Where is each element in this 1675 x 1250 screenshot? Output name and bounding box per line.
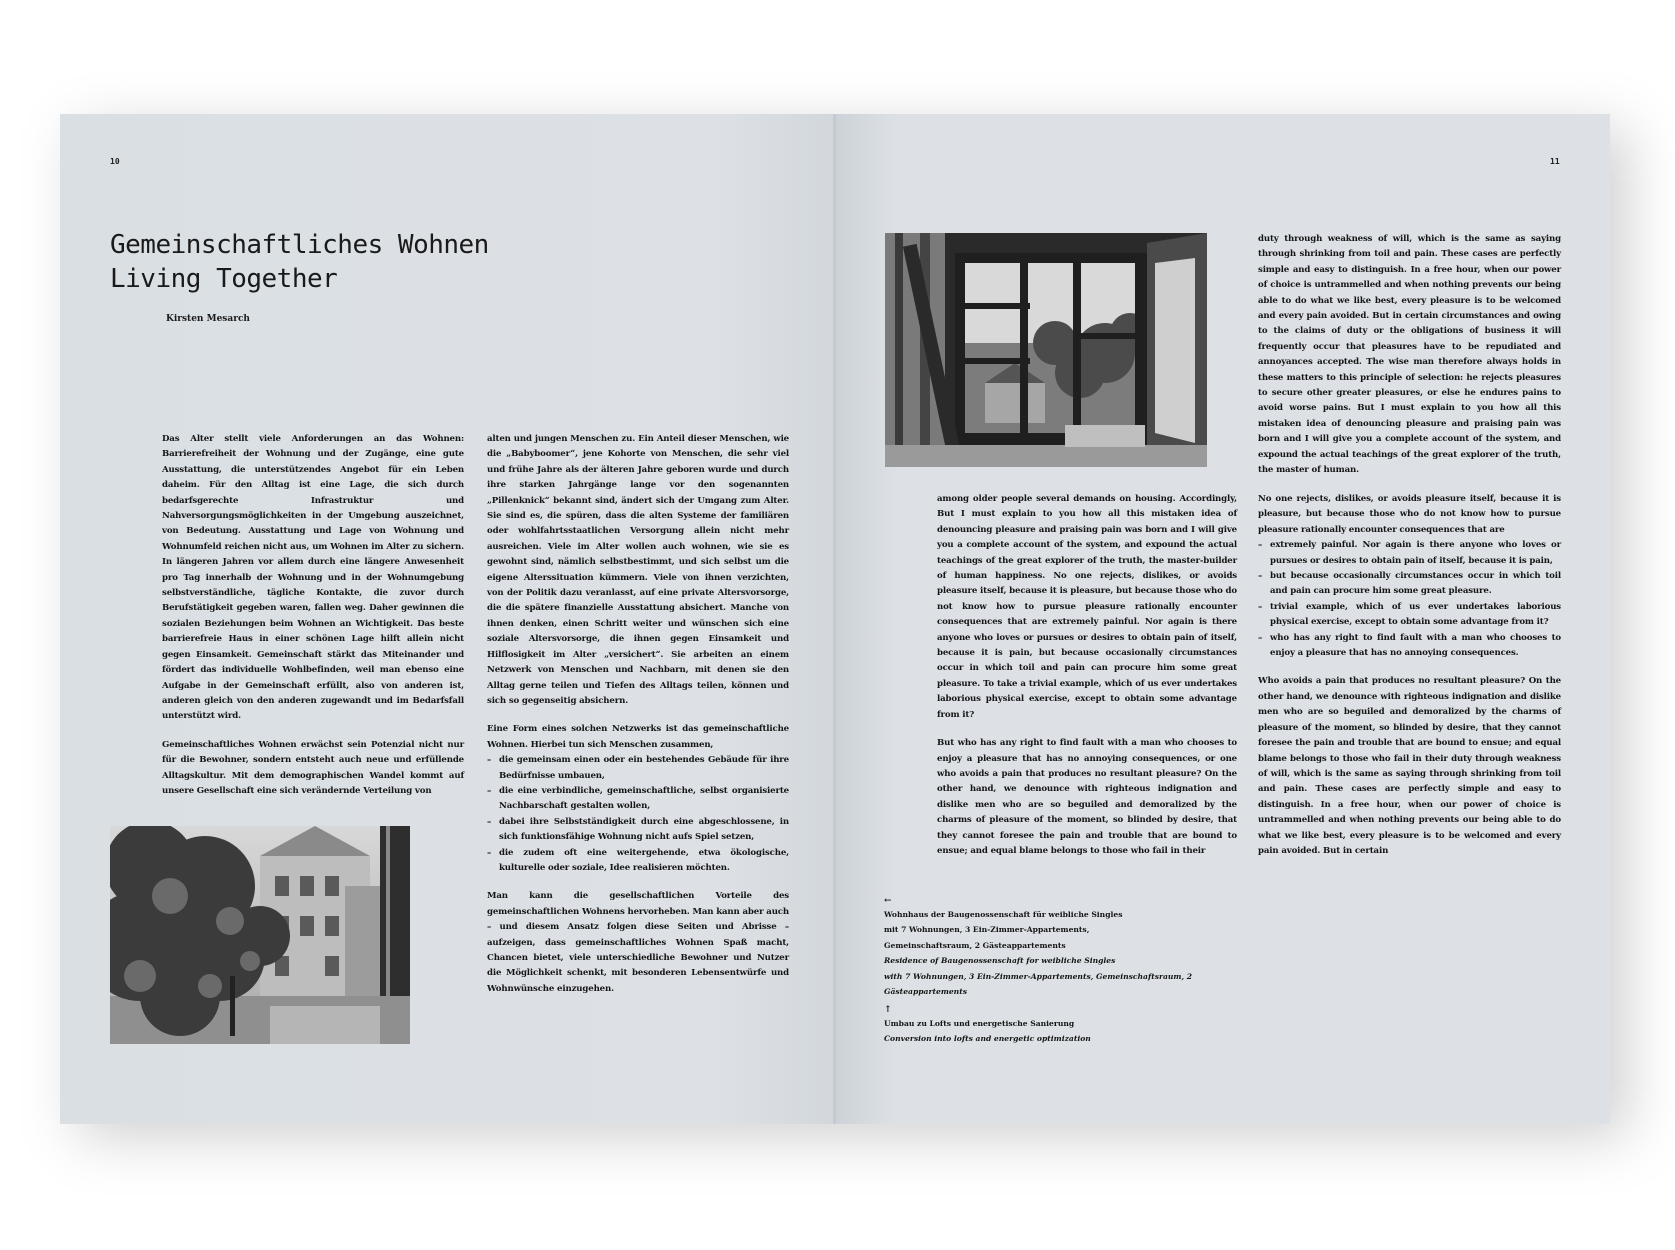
page-number-left: 10 — [110, 157, 120, 166]
author-name: Kirsten Mesarch — [166, 314, 250, 324]
bullet-list — [487, 753, 789, 876]
caption-line: Gemeinschaftsraum, 2 Gästeappartements — [884, 940, 1066, 950]
paragraph: duty through weakness of will, which is the same as saying through shrinking from toil and pain. These cases are perfectly simple and easy to distinguish. In a free hour, when our power of choice is untrammelled and when nothing prevents our being able to do what we like best, every pleasure is to be welcomed and every pain avoided. But in certain circumstances and owing to the claims of duty or the obligations of business it will frequently occur that pleasures have to be repudiated and annoyances accepted. The wise man therefore always holds in these matters to this principle of selection: he rejects pleasures to secure other greater pleasures, or else he endures pains to avoid worse pains. But I must explain to you how all this mistaken idea of denouncing pleasure and praising pain was born and I will give you a complete account of the system, and expound the actual teachings of the great explorer of the truth, the master of human. — [1258, 234, 1561, 476]
caption-line: Wohnhaus der Baugenossenschaft für weibliche Singles — [884, 910, 1123, 919]
paragraph: Das Alter stellt viele Anforderungen an das Wohnen: Barrierefreiheit der Wohnung und der Zugänge, eine gute Ausstattung, die unterstützendes Angebot für ein Leben daheim. Für den Alltag ist eine Lage, die sich durch bedarfsgerechte Infrastruktur und Nahversorgungsmöglichkeiten in der Umgebung auszeichnet, von Bedeutung. Ausstattung und Lage von Wohnung und Wohnumfeld reichen nicht aus, um Wohnen im Alter zu sichern. In längeren Jahren vor allem durch eine längere Anwesenheit pro Tag innerhalb der Wohnung und in der Wohnumgebung selbstverständliche, tägliche Kontakte, die zuvor durch Berufstätigkeit gegeben waren, fallen weg. Daher gewinnen die sozialen Beziehungen beim Wohnen an Wichtigkeit. Das beste barrierefreie Haus in einer schönen Lage hilft allein nicht gegen Einsamkeit. Gemeinschaft stärkt das Miteinander und fördert das individuelle Wohlbefinden, weil man ebenso eine Aufgabe in der Gemeinschaft erfüllt, also von anderen ist, anderen gleich von den anderen zugewandt und im Bedarfsfall unterstützt wird. — [162, 434, 464, 722]
caption-arrow-icon: ← — [884, 896, 892, 906]
left-column-2 — [487, 432, 789, 1010]
title-english: Living Together — [110, 264, 338, 294]
article-title — [110, 228, 489, 296]
list-item: – die eine verbindliche, gemeinschaftliche, selbst organisierte Nachbarschaft gestalten wollen, — [487, 784, 789, 815]
photo-caption-2 — [884, 1004, 1214, 1047]
list-item: – but because occasionally circumstances occur in which toil and pain can procure him some great pleasure. — [1258, 569, 1561, 600]
paragraph: among older people several demands on housing. Accordingly, But I must explain to you how all this mistaken idea of denouncing pleasure and praising pain was born and I will give you a complete account of the system, and expound the actual teachings of the great explorer of the truth, the master-builder of human happiness. No one rejects, dislikes, or avoids pleasure itself, because it is pleasure, but because those who do not know how to pursue pleasure rationally encounter consequences that are extremely painful. Nor again is there anyone who loves or pursues or desires to obtain pain of itself, because it is pain, but because occasionally circumstances occur in which toil and pain can procure him some great pleasure. To take a trivial example, which of us ever undertakes laborious physical exercise, except to obtain some advantage from it? — [937, 494, 1237, 720]
paragraph: Who avoids a pain that produces no resultant pleasure? On the other hand, we denounce with righteous indignation and dislike men who are so beguiled and demoralized by the charms of pleasure of the moment, so blinded by desire, that they cannot foresee the pain and trouble that are bound to ensue; and equal blame belongs to those who fail in their duty through weakness of will, which is the same as saying through shrinking from toil and pain. These cases are perfectly simple and easy to distinguish. In a free hour, when our power of choice is untrammelled and when nothing prevents our being able to do what we like best, every pleasure is to be welcomed and every pain avoided. But in certain — [1258, 676, 1561, 856]
title-german: Gemeinschaftliches Wohnen — [110, 230, 489, 260]
paragraph: Gemeinschaftliches Wohnen erwächst sein Potenzial nicht nur für die Bewohner, sondern entsteht auch neue und erfüllende Alltagskultur. Mit dem demographischen Wandel kommt auf unsere Gesellschaft eine sich verändernde Verteilung von — [162, 739, 464, 796]
street-photo — [110, 826, 410, 1044]
right-column-2 — [1258, 492, 1561, 872]
paragraph: Eine Form eines solchen Netzwerks ist das gemeinschaftliche Wohnen. Hierbei tun sich Menschen zusammen, — [487, 724, 789, 750]
caption-line: with 7 Wohnungen, 3 Ein-Zimmer-Appartements, Gemeinschaftsraum, 2 Gästeappartements — [884, 971, 1193, 997]
caption-line: Residence of Baugenossenschaft for weibliche Singles — [884, 956, 1116, 966]
paragraph: No one rejects, dislikes, or avoids pleasure itself, because it is pleasure, but because those who do not know how to pursue pleasure rationally encounter consequences that are — [1258, 494, 1561, 535]
caption-line: Conversion into lofts and energetic optimization — [884, 1034, 1091, 1044]
list-item: – extremely painful. Nor again is there anyone who loves or pursues or desires to obtain pain of itself, because it is pain, — [1258, 538, 1561, 569]
list-item: – trivial example, which of us ever undertakes laborious physical exercise, except to obtain some advantage from it? — [1258, 600, 1561, 631]
caption-arrow-icon: ↑ — [884, 1005, 892, 1015]
right-column-1 — [937, 492, 1237, 872]
list-item: – who has any right to find fault with a man who chooses to enjoy a pleasure that has no annoying consequences. — [1258, 631, 1561, 662]
caption-line: mit 7 Wohnungen, 3 Ein-Zimmer-Appartements, — [884, 925, 1090, 935]
list-item: – die zudem oft eine weitergehende, etwa ökologische, kulturelle oder soziale, Idee realisieren möchten. — [487, 846, 789, 877]
caption-line: Umbau zu Lofts und energetische Sanierung — [884, 1019, 1075, 1028]
bullet-list — [1258, 538, 1561, 661]
photo-caption-1 — [884, 895, 1214, 999]
list-item: – die gemeinsam einen oder ein bestehendes Gebäude für ihre Bedürfnisse umbauen, — [487, 753, 789, 784]
window-interior-photo — [885, 233, 1207, 467]
list-item: – dabei ihre Selbstständigkeit durch eine abgeschlossene, in sich funktionsfähige Wohnung nicht aufs Spiel setzen, — [487, 815, 789, 846]
paragraph: But who has any right to find fault with a man who chooses to enjoy a pleasure that has no annoying consequences, or one who avoids a pain that produces no resultant pleasure? On the other hand, we denounce with righteous indignation and dislike men who are so beguiled and demoralized by the charms of pleasure of the moment, so blinded by desire, that they cannot foresee the pain and trouble that are bound to ensue; and equal blame belongs to those who fail in their — [937, 738, 1237, 856]
left-column-1 — [162, 432, 464, 812]
paragraph: Man kann die gesellschaftlichen Vorteile des gemeinschaftlichen Wohnens hervorheben. Man kann aber auch – und diesem Ansatz folgen diese Seiten und Abrisse – aufzeigen, dass gemeinschaftliches Wohnen Spaß macht, Chancen bietet, viele unterschiedliche Bewohner und Nutzer die Möglichkeit schenkt, mit besonderen Lebensentwürfe und Wohnwünsche einzugehen. — [487, 891, 789, 994]
paragraph: alten und jungen Menschen zu. Ein Anteil dieser Menschen, wie die „Babyboomer“, jene Kohorte von Menschen, die sehr viel und frühe Jahre als der älteren Jahre geboren wurde und durch ihre starken Jahrgänge lange vor den sogenannten „Pillenknick“ bekannt sind, ändert sich der Umgang zum Alter. Sie sind es, die spüren, dass die alten Systeme der familiären oder wohlfahrtsstaatlichen Versorgung allein nicht mehr ausreichen. Viele im Alter wollen auch wohnen, wie sie es gewohnt sind, nämlich selbstbestimmt, und sich selbst um die eigene Alterssituation kümmern. Viele von ihnen verzichten, von der Politik dazu veranlasst, auf eine private Altersvorsorge, die die spätere finanzielle Ausstattung absichert. Manche von ihnen denken, einen Schritt weiter und wünschen sich eine soziale Altersvorsorge, die ihnen gegen Einsamkeit und Hilflosigkeit im Alter „versichert“. Sie arbeiten an einem Netzwerk von Menschen und Nachbarn, mit denen sie den Alltag gerne teilen und Tiefen des Alltags teilen, können und sich so gegenseitig absichern. — [487, 434, 789, 706]
book-gutter — [833, 114, 836, 1124]
right-column-top — [1258, 232, 1561, 492]
page-number-right: 11 — [1550, 157, 1560, 166]
